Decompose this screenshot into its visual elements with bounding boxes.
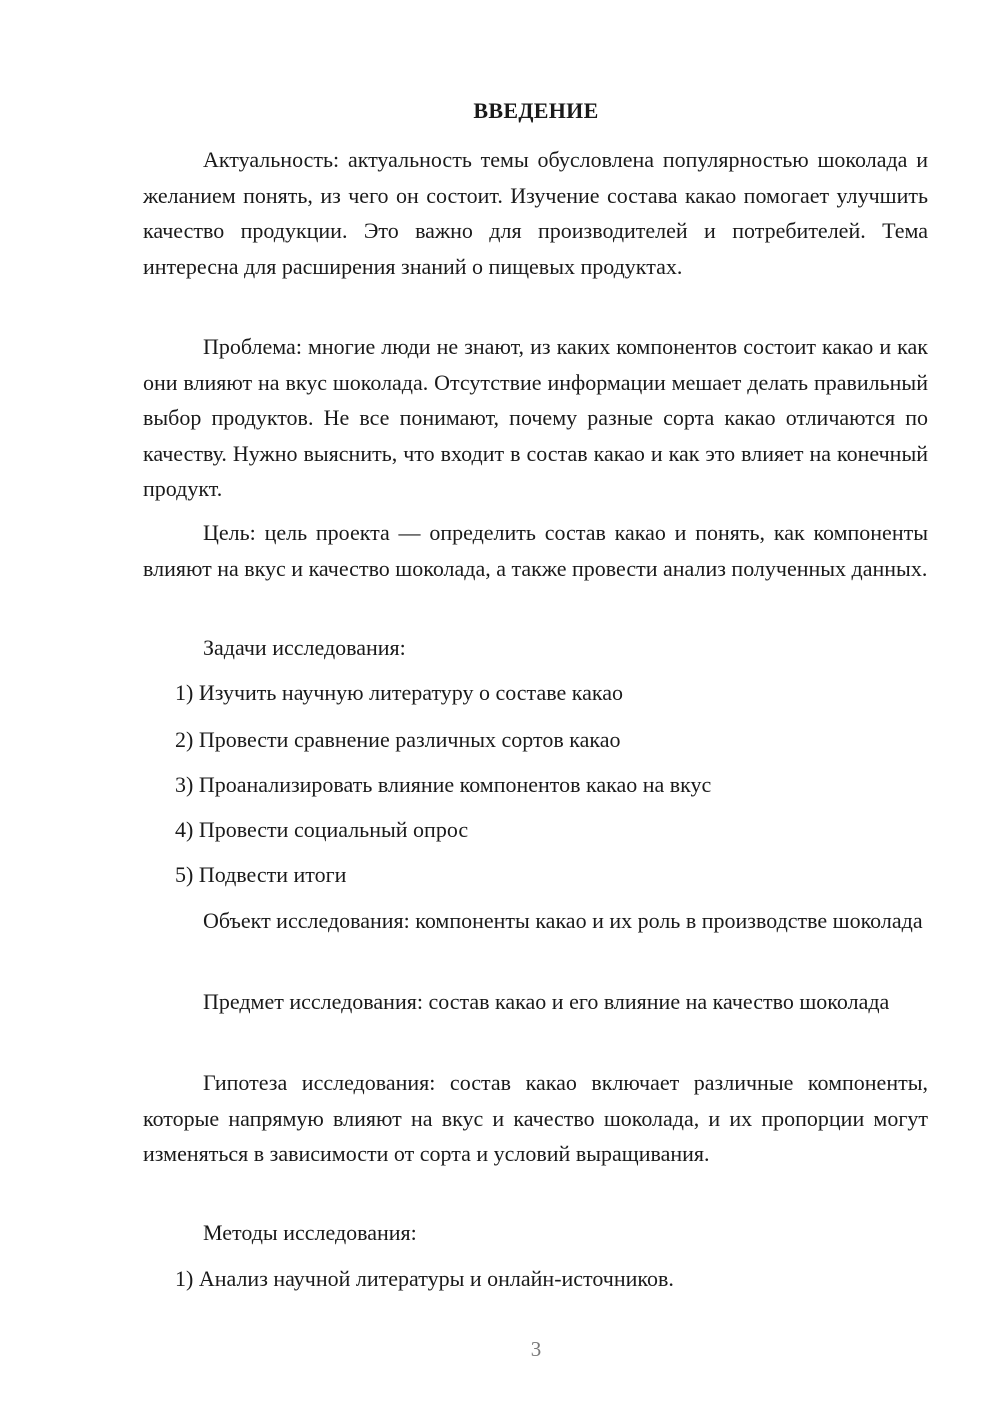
page-number: 3	[530, 1337, 542, 1361]
subject-paragraph: Предмет исследования: состав какао и его влияние на качество шоколада	[203, 989, 890, 1014]
problem-paragraph: Проблема: многие люди не знают, из каких компонентов состоит какао и как они влияют на вкус шоколада. Отсутствие информации мешает делать правильный выбор продуктов. Не все понимают, почему разные сорта какао отличаются по качеству. Нужно выяснить, что входит в состав какао и как это влияет на конечный продукт.	[143, 334, 928, 501]
relevance-paragraph: Актуальность: актуальность темы обусловлена популярностью шоколада и желанием понять, из чего он состоит. Изучение состава какао помогает улучшить качество продукции. Это важно для производителей и потребителей. Тема интересна для расширения знаний о пищевых продуктах.	[143, 147, 928, 279]
tasks-heading: Задачи исследования:	[203, 635, 406, 660]
hypothesis-paragraph: Гипотеза исследования: состав какао включает различные компоненты, которые напрямую влияют на вкус и качество шоколада, и их пропорции могут изменяться в зависимости от сорта и условий выращивания.	[143, 1070, 928, 1166]
goal-paragraph: Цель: цель проекта — определить состав какао и понять, как компоненты влияют на вкус и качество шоколада, а также провести анализ полученных данных.	[143, 520, 928, 581]
task-item: 3) Проанализировать влияние компонентов какао на вкус	[175, 772, 712, 797]
task-item: 4) Провести социальный опрос	[175, 817, 469, 842]
section-heading: ВВЕДЕНИЕ	[473, 98, 599, 123]
task-item: 2) Провести сравнение различных сортов какао	[175, 727, 621, 752]
task-item: 1) Изучить научную литературу о составе какао	[175, 680, 623, 705]
task-item: 5) Подвести итоги	[175, 862, 347, 887]
methods-heading: Методы исследования:	[203, 1220, 417, 1245]
object-paragraph: Объект исследования: компоненты какао и их роль в производстве шоколада	[203, 908, 923, 933]
method-item: 1) Анализ научной литературы и онлайн-источников.	[175, 1266, 674, 1291]
